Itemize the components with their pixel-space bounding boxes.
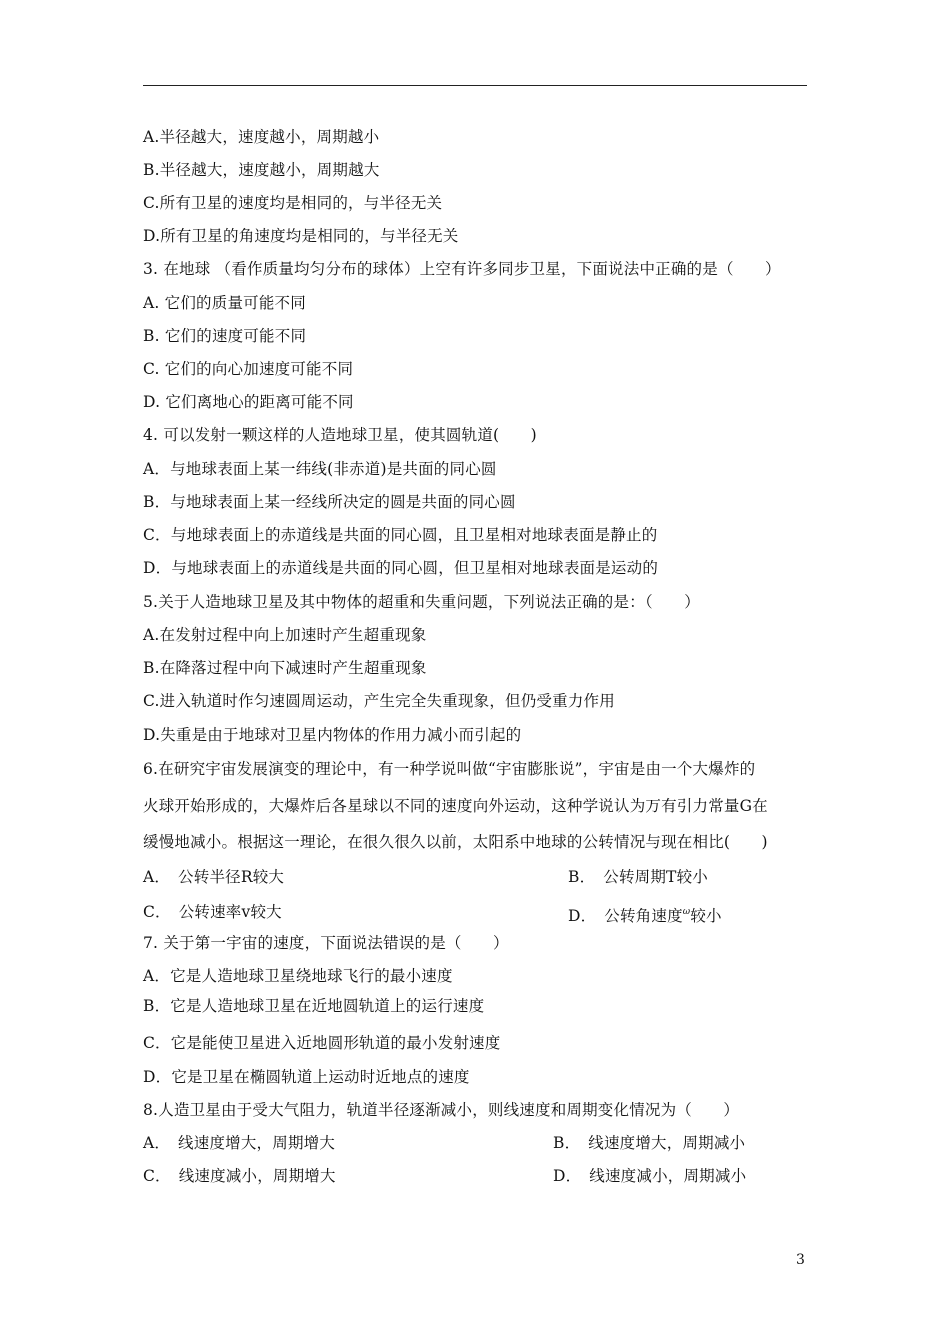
q6-option-row — [143, 902, 722, 925]
option-text: B. 它们的速度可能不同 — [143, 327, 307, 345]
option-text: D. 它们离地心的距离可能不同 — [143, 393, 354, 411]
option-text: C．它是能使卫星进入近地圆形轨道的最小发射速度 — [143, 1034, 501, 1052]
question-5: 5.关于人造地球卫星及其中物体的超重和失重问题，下列说法正确的是：（ ） — [143, 593, 700, 611]
option-text: B．它是人造地球卫星在近地圆轨道上的运行速度 — [143, 997, 485, 1015]
q8-option-b: B． 线速度增大，周期减小 — [553, 1134, 746, 1152]
q6-option-d-prefix: D． 公转角速度 — [568, 907, 683, 925]
option-text: B.半径越大，速度越小，周期越大 — [143, 161, 380, 179]
option-text: C.进入轨道时作匀速圆周运动，产生完全失重现象，但仍受重力作用 — [143, 692, 615, 710]
option-text: B．与地球表面上某一经线所决定的圆是共面的同心圆 — [143, 493, 516, 511]
option-text: C．与地球表面上的赤道线是共面的同心圆，且卫星相对地球表面是静止的 — [143, 526, 658, 544]
option-text: A．它是人造地球卫星绕地球飞行的最小速度 — [143, 967, 453, 985]
question-7: 7. 关于第一宇宙的速度，下面说法错误的是（ ） — [143, 934, 509, 952]
option-text: A. 它们的质量可能不同 — [143, 294, 306, 312]
page-number: 3 — [796, 1252, 805, 1268]
omega-symbol: ω — [682, 907, 691, 917]
option-text: A.在发射过程中向上加速时产生超重现象 — [143, 626, 427, 644]
option-text: C.所有卫星的速度均是相同的，与半径无关 — [143, 194, 443, 212]
question-6-cont: 缓慢地减小。根据这一理论，在很久很久以前，太阳系中地球的公转情况与现在相比( ) — [143, 833, 768, 851]
q8-option-row — [143, 1133, 746, 1153]
q6-option-row — [143, 867, 708, 887]
q8-option-row — [143, 1166, 747, 1186]
question-4: 4. 可以发射一颗这样的人造地球卫星，使其圆轨道( ) — [143, 426, 537, 444]
q8-option-d: D． 线速度减小，周期减小 — [553, 1167, 747, 1185]
question-3: 3. 在地球 （看作质量均匀分布的球体）上空有许多同步卫星，下面说法中正确的是（ ） — [143, 260, 781, 278]
option-text: B.在降落过程中向下减速时产生超重现象 — [143, 659, 427, 677]
question-8: 8.人造卫星由于受大气阻力，轨道半径逐渐减小，则线速度和周期变化情况为（ ） — [143, 1101, 740, 1119]
option-text: D．它是卫星在椭圆轨道上运动时近地点的速度 — [143, 1068, 470, 1086]
q8-option-a: A． 线速度增大，周期增大 — [143, 1134, 336, 1152]
option-text: A.半径越大，速度越小，周期越小 — [143, 128, 380, 146]
question-6: 6.在研究宇宙发展演变的理论中，有一种学说叫做“宇宙膨胀说”，宇宙是由一个大爆炸的 — [143, 760, 756, 778]
q6-option-a: A． 公转半径R较大 — [143, 868, 285, 886]
option-text: D.失重是由于地球对卫星内物体的作用力减小而引起的 — [143, 726, 522, 744]
q6-option-d — [568, 902, 722, 926]
option-text: D．与地球表面上的赤道线是共面的同心圆，但卫星相对地球表面是运动的 — [143, 559, 659, 577]
q6-option-d-suffix: 较小 — [690, 907, 722, 925]
q6-option-c: C． 公转速率v较大 — [143, 903, 282, 921]
header-rule — [143, 85, 807, 86]
question-6-cont: 火球开始形成的，大爆炸后各星球以不同的速度向外运动，这种学说认为万有引力常量G在 — [143, 797, 768, 815]
q6-option-b: B． 公转周期T较小 — [568, 868, 708, 886]
option-text: C. 它们的向心加速度可能不同 — [143, 360, 354, 378]
option-text: D.所有卫星的角速度均是相同的，与半径无关 — [143, 227, 459, 245]
q8-option-c: C． 线速度减小，周期增大 — [143, 1167, 336, 1185]
option-text: A．与地球表面上某一纬线(非赤道)是共面的同心圆 — [143, 460, 497, 478]
